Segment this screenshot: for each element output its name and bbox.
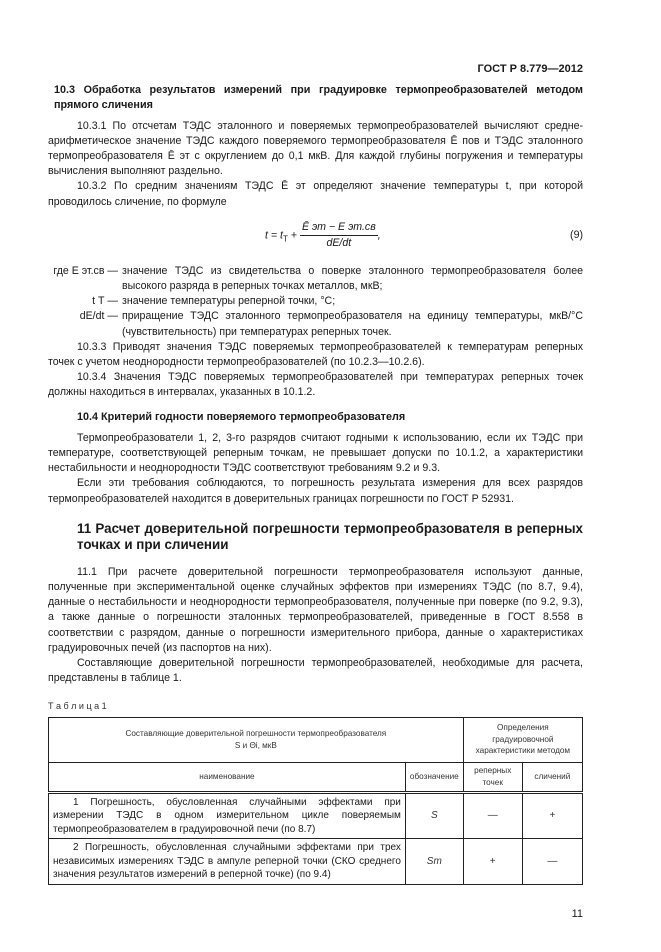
section-10-3-heading: 10.3 Обработка результатов измерений при градуировке термопреобразователей методом прямого сличения bbox=[54, 84, 583, 112]
table-1: Составляющие доверительной погрешности термопреобразователя S и Θi, мкВ Определения градуировочной характеристики методом наименование обозначение реперных точек сличений 1 Погрешность, обусловленная случайными эффектами при измерении ТЭДС в одном измерительном цикле поверяемым термопреобразователем в градуировочной печи (по 8.7) S — + 2 Погрешность, обусловленная случайными эффектами при трех независимых измерениях ТЭДС в ампуле реперной точки (СКО среднего значения результатов измерений в реперной точке) (по 9.4) Sт + — bbox=[48, 717, 583, 885]
content-column bbox=[48, 0, 583, 952]
paragraph-10-3-1: 10.3.1 По отсчетам ТЭДС эталонного и поверяемых термопреобразователей вычисляют средне-арифметическое значение ТЭДС каждого поверяемого термопреобразователя Ē пов и ТЭДС эталонного термопреобразователя Ē эт с округлением до 0,1 мкВ. Для каждой глубины погружения и температуры вычисления выполняют раздельно. bbox=[48, 119, 583, 178]
definition-item: где E эт.св — значение ТЭДС из свидетельства о поверке эталонного термопреобразователя более высокого разряда в реперных точках металлов, мкВ; bbox=[53, 264, 583, 293]
section-10-4-heading: 10.4 Критерий годности поверяемого термопреобразователя bbox=[77, 410, 406, 423]
definition-item: dE/dt — приращение ТЭДС эталонного термопреобразователя на единицу температуры, мкВ/°С (чувствительность) при температурах реперных точек. bbox=[79, 310, 583, 338]
paragraph-10-4-1: Термопреобразователи 1, 2, 3-го разрядов считают годными к использованию, если их ТЭДС при температуре, соответствующей реперным точкам, не превышает допуски по 10.1.2, а характеристики нестабильности и неоднородности ТЭДС соответствуют требованиям 9.2 и 9.3. bbox=[48, 431, 583, 475]
section-11 bbox=[48, 521, 583, 687]
paragraph-10-3-2: 10.3.2 По средним значениям ТЭДС Ē эт определяют значение температуры t, при которой проводилось сличение, по формуле bbox=[48, 180, 583, 208]
paragraph-11-1: 11.1 При расчете доверительной погрешности термопреобразователя используют данные, полученные при экспериментальной оценке случайных эффектов при измерениях ТЭДС (по 8.7, 9.4), данные о нестабильности и неоднородности термопреобразователя, полученные при поверке (по 9.2, 9.3), а также данные о погрешности эталонных термопреобразователей, приведенные в ГОСТ 8.558 в соответствии с разрядом, данные о погрешности измерительного прибора, данные о характеристиках градуировочных печей (из паспортов на них). bbox=[48, 565, 583, 654]
page-number: 11 bbox=[571, 907, 583, 920]
table-row: 2 Погрешность, обусловленная случайными эффектами при трех независимых измерениях ТЭДС в ампуле реперной точки (СКО среднего значения результатов измерений в реперной точке) (по 9.4) Sт + — bbox=[49, 839, 583, 885]
paragraph-10-3-3: 10.3.3 Приводят значения ТЭДС поверяемых термопреобразователей к температурам реперных точек с учетом неоднородности термопреобразователей (по 10.2.3—10.2.6). bbox=[48, 340, 583, 369]
paragraph-10-4-2: Если эти требования соблюдаются, то погрешность результата измерения для всех разрядов термопреобразователей находится в доверительных границах погрешности по ГОСТ Р 52931. bbox=[48, 477, 583, 505]
standard-header: ГОСТ Р 8.779—2012 bbox=[477, 63, 583, 75]
table-row: 1 Погрешность, обусловленная случайными эффектами при измерении ТЭДС в одном измерительном цикле поверяемым термопреобразователем в градуировочной печи (по 8.7) S — + bbox=[49, 792, 583, 839]
paragraph-10-3-4: 10.3.4 Значения ТЭДС поверяемых термопреобразователей при температурах реперных точек должны находиться в интервалах, указанных в 10.1.2. bbox=[48, 371, 583, 399]
definition-item: t Т — значение температуры реперной точки, °С; bbox=[92, 295, 336, 308]
section-11-heading: 11 Расчет доверительной погрешности термопреобразователя в реперных точках и при сличении bbox=[77, 520, 583, 552]
table-caption: Т а б л и ц а 1 bbox=[48, 700, 107, 711]
section-10-3 bbox=[48, 83, 583, 210]
formula-row bbox=[48, 220, 583, 256]
paragraph-11-2: Составляющие доверительной погрешности термопреобразователей, необходимые для расчета, представлены в таблице 1. bbox=[48, 657, 583, 685]
formula-9: $t = t_Т$ + $\frac{\text{Ē эт − E эт.св}}{dE/dt}$ , bbox=[265, 220, 381, 250]
formula-definitions bbox=[48, 264, 583, 401]
equation-number: (9) bbox=[570, 228, 583, 241]
section-10-4 bbox=[48, 410, 583, 507]
